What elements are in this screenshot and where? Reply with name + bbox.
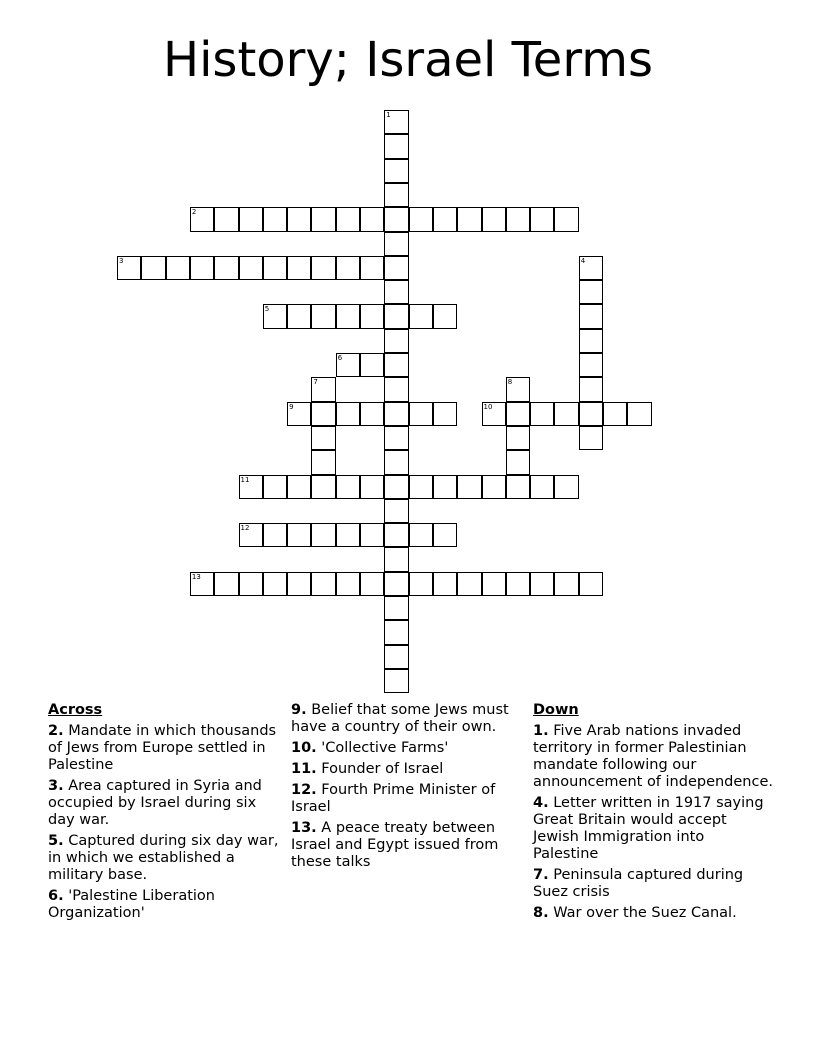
grid-cell[interactable] xyxy=(311,572,335,596)
grid-cell[interactable] xyxy=(627,402,651,426)
grid-cell[interactable] xyxy=(287,572,311,596)
grid-cell[interactable] xyxy=(409,207,433,231)
down-heading: Down xyxy=(533,702,579,718)
clue-13 xyxy=(291,820,517,871)
grid-cell[interactable] xyxy=(579,353,603,377)
grid-cell[interactable] xyxy=(311,475,335,499)
grid-cell[interactable] xyxy=(360,523,384,547)
clue-number: 7. xyxy=(533,867,549,883)
clue-9 xyxy=(291,702,517,736)
grid-cell[interactable] xyxy=(384,645,408,669)
grid-cell[interactable] xyxy=(384,256,408,280)
grid-cell[interactable] xyxy=(433,572,457,596)
clue-4 xyxy=(533,795,773,863)
grid-cell[interactable] xyxy=(409,523,433,547)
grid-cell[interactable] xyxy=(506,402,530,426)
grid-cell[interactable] xyxy=(336,304,360,328)
grid-cell[interactable] xyxy=(360,572,384,596)
grid-cell[interactable] xyxy=(311,304,335,328)
grid-cell[interactable] xyxy=(311,256,335,280)
clue-text: 'Palestine Liberation Organization' xyxy=(48,888,215,921)
grid-cell[interactable] xyxy=(579,426,603,450)
grid-cell[interactable] xyxy=(239,256,263,280)
grid-cell[interactable] xyxy=(360,402,384,426)
grid-cell[interactable] xyxy=(311,426,335,450)
cell-number: 3 xyxy=(119,256,124,265)
grid-cell[interactable] xyxy=(579,572,603,596)
clue-3 xyxy=(48,778,280,829)
cell-number: 4 xyxy=(580,256,586,265)
grid-cell[interactable] xyxy=(457,475,481,499)
grid-cell[interactable] xyxy=(384,207,408,231)
grid-cell[interactable] xyxy=(579,377,603,401)
grid-cell[interactable] xyxy=(482,475,506,499)
cell-number: 7 xyxy=(313,378,318,387)
clue-5 xyxy=(48,833,280,884)
grid-cell[interactable] xyxy=(190,256,214,280)
grid-cell[interactable] xyxy=(336,572,360,596)
clue-1 xyxy=(533,723,773,791)
grid-cell[interactable] xyxy=(287,402,311,426)
grid-cell[interactable] xyxy=(482,402,506,426)
grid-cell[interactable] xyxy=(287,207,311,231)
cell-number: 1 xyxy=(386,111,391,119)
grid-cell[interactable] xyxy=(506,475,530,499)
cell-number: 9 xyxy=(289,402,294,411)
grid-cell[interactable] xyxy=(384,620,408,644)
grid-cell[interactable] xyxy=(287,523,311,547)
grid-cell[interactable] xyxy=(263,207,287,231)
grid-cell[interactable] xyxy=(384,402,408,426)
grid-cell[interactable] xyxy=(554,475,578,499)
grid-cell[interactable] xyxy=(433,402,457,426)
grid-cell[interactable] xyxy=(384,304,408,328)
cell-number: 2 xyxy=(191,208,197,217)
grid-cell[interactable] xyxy=(530,572,554,596)
grid-cell[interactable] xyxy=(263,572,287,596)
cell-number: 8 xyxy=(507,378,513,387)
grid-cell[interactable] xyxy=(579,304,603,328)
grid-cell[interactable] xyxy=(263,304,287,328)
grid-cell[interactable] xyxy=(384,183,408,207)
grid-cell[interactable] xyxy=(336,256,360,280)
clue-11 xyxy=(291,761,517,778)
grid-cell[interactable] xyxy=(384,669,408,693)
clue-text: Captured during six day war, in which we established a military base. xyxy=(48,833,279,883)
grid-cell[interactable] xyxy=(166,256,190,280)
grid-cell[interactable] xyxy=(530,475,554,499)
clue-text: Mandate in which thousands of Jews from Europe settled in Palestine xyxy=(48,723,277,773)
grid-cell[interactable] xyxy=(554,572,578,596)
grid-cell[interactable] xyxy=(287,256,311,280)
grid-cell[interactable] xyxy=(360,475,384,499)
grid-cell[interactable] xyxy=(117,256,141,280)
grid-cell[interactable] xyxy=(311,207,335,231)
page-title: History; Israel Terms xyxy=(163,32,653,88)
grid-cell[interactable] xyxy=(433,304,457,328)
grid-cell[interactable] xyxy=(287,304,311,328)
grid-cell[interactable] xyxy=(360,304,384,328)
grid-cell[interactable] xyxy=(336,523,360,547)
grid-cell[interactable] xyxy=(457,207,481,231)
across-clues-column-1 xyxy=(48,702,280,926)
grid-cell[interactable] xyxy=(360,256,384,280)
grid-cell[interactable] xyxy=(239,207,263,231)
clue-text: Peninsula captured during Suez crisis xyxy=(533,867,744,900)
clue-text: Belief that some Jews must have a country of their own. xyxy=(291,702,509,735)
grid-cell[interactable] xyxy=(190,572,214,596)
grid-cell[interactable] xyxy=(384,134,408,158)
grid-cell[interactable] xyxy=(457,572,481,596)
clue-number: 12. xyxy=(291,782,317,798)
grid-cell[interactable] xyxy=(409,572,433,596)
grid-cell[interactable] xyxy=(336,475,360,499)
cell-number: 12 xyxy=(240,524,250,533)
clue-text: Area captured in Syria and occupied by Israel during six day war. xyxy=(48,778,262,828)
grid-cell[interactable] xyxy=(336,207,360,231)
clue-6 xyxy=(48,888,280,922)
grid-cell[interactable] xyxy=(263,475,287,499)
grid-cell[interactable] xyxy=(239,523,263,547)
across-heading: Across xyxy=(48,702,103,718)
grid-cell[interactable] xyxy=(384,450,408,474)
clue-number: 5. xyxy=(48,833,64,849)
grid-cell[interactable] xyxy=(336,402,360,426)
grid-cell[interactable] xyxy=(409,475,433,499)
grid-cell[interactable] xyxy=(311,450,335,474)
clue-7 xyxy=(533,867,773,901)
clue-number: 4. xyxy=(533,795,549,811)
clue-number: 11. xyxy=(291,761,317,777)
grid-cell[interactable] xyxy=(239,475,263,499)
grid-cell[interactable] xyxy=(409,304,433,328)
grid-cell[interactable] xyxy=(214,572,238,596)
grid-cell[interactable] xyxy=(360,353,384,377)
cell-number: 13 xyxy=(191,572,201,581)
clue-number: 9. xyxy=(291,702,307,718)
cell-number: 5 xyxy=(264,305,270,314)
clue-text: War over the Suez Canal. xyxy=(548,905,737,921)
clue-text: Fourth Prime Minister of Israel xyxy=(291,782,496,815)
across-clues-column-2 xyxy=(291,702,517,875)
clue-2 xyxy=(48,723,280,774)
grid-cell[interactable] xyxy=(336,353,360,377)
grid-cell[interactable] xyxy=(141,256,165,280)
clue-10 xyxy=(291,740,517,757)
clue-number: 1. xyxy=(533,723,549,739)
grid-cell[interactable] xyxy=(554,207,578,231)
grid-cell[interactable] xyxy=(384,572,408,596)
grid-cell[interactable] xyxy=(239,572,263,596)
down-clues-column xyxy=(533,702,773,926)
clue-number: 8. xyxy=(533,905,549,921)
clue-text: Founder of Israel xyxy=(316,761,444,777)
grid-cell[interactable] xyxy=(214,207,238,231)
grid-cell[interactable] xyxy=(384,159,408,183)
grid-cell[interactable] xyxy=(384,353,408,377)
grid-cell[interactable] xyxy=(482,207,506,231)
clue-text: A peace treaty between Israel and Egypt issued from these talks xyxy=(291,820,499,870)
clue-text: Letter written in 1917 saying Great Britain would accept Jewish Immigration into Palestine xyxy=(533,795,764,862)
grid-cell[interactable] xyxy=(433,207,457,231)
grid-cell[interactable] xyxy=(384,110,408,134)
clue-number: 2. xyxy=(48,723,64,739)
grid-cell[interactable] xyxy=(433,475,457,499)
grid-cell[interactable] xyxy=(603,402,627,426)
clue-text: 'Collective Farms' xyxy=(316,740,449,756)
grid-cell[interactable] xyxy=(384,232,408,256)
clue-8 xyxy=(533,905,773,922)
grid-cell[interactable] xyxy=(214,256,238,280)
grid-cell[interactable] xyxy=(506,572,530,596)
grid-cell[interactable] xyxy=(311,523,335,547)
grid-cell[interactable] xyxy=(530,402,554,426)
grid-cell[interactable] xyxy=(384,596,408,620)
grid-cell[interactable] xyxy=(384,547,408,571)
grid-cell[interactable] xyxy=(433,523,457,547)
grid-cell[interactable] xyxy=(384,329,408,353)
grid-cell[interactable] xyxy=(384,377,408,401)
clue-12 xyxy=(291,782,517,816)
grid-cell[interactable] xyxy=(530,207,554,231)
grid-cell[interactable] xyxy=(506,450,530,474)
grid-cell[interactable] xyxy=(579,402,603,426)
grid-cell[interactable] xyxy=(409,402,433,426)
grid-cell[interactable] xyxy=(311,377,335,401)
clue-text: Five Arab nations invaded territory in former Palestinian mandate following our announcement of independence. xyxy=(533,723,774,790)
grid-cell[interactable] xyxy=(384,280,408,304)
grid-cell[interactable] xyxy=(579,256,603,280)
cell-number: 10 xyxy=(483,402,493,411)
grid-cell[interactable] xyxy=(384,475,408,499)
grid-cell[interactable] xyxy=(506,377,530,401)
grid-cell[interactable] xyxy=(554,402,578,426)
grid-cell[interactable] xyxy=(360,207,384,231)
cell-number: 11 xyxy=(240,475,250,484)
grid-cell[interactable] xyxy=(506,207,530,231)
clue-number: 13. xyxy=(291,820,317,836)
grid-cell[interactable] xyxy=(579,280,603,304)
grid-cell[interactable] xyxy=(384,499,408,523)
grid-cell[interactable] xyxy=(579,329,603,353)
grid-cell[interactable] xyxy=(311,402,335,426)
grid-cell[interactable] xyxy=(190,207,214,231)
grid-cell[interactable] xyxy=(384,523,408,547)
clue-number: 3. xyxy=(48,778,64,794)
clue-number: 10. xyxy=(291,740,317,756)
grid-cell[interactable] xyxy=(506,426,530,450)
clue-number: 6. xyxy=(48,888,64,904)
grid-cell[interactable] xyxy=(263,256,287,280)
grid-cell[interactable] xyxy=(482,572,506,596)
grid-cell[interactable] xyxy=(263,523,287,547)
cell-number: 6 xyxy=(337,354,343,362)
grid-cell[interactable] xyxy=(384,426,408,450)
grid-cell[interactable] xyxy=(287,475,311,499)
